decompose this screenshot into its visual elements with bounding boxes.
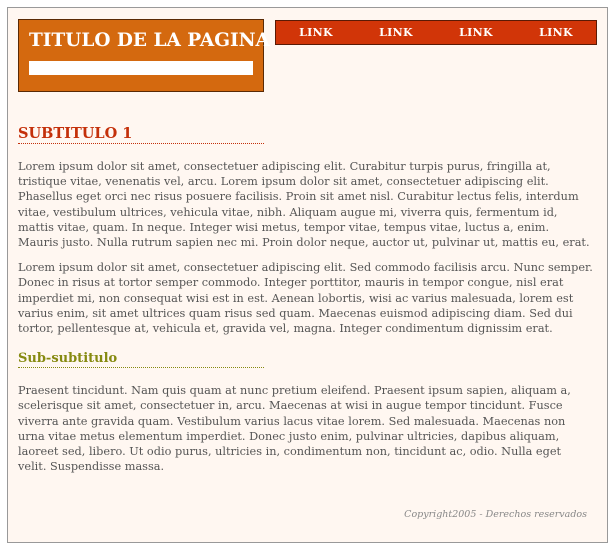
header-title-box <box>18 19 270 92</box>
nav-link-3[interactable]: LINK <box>459 26 493 39</box>
page-container <box>7 7 608 543</box>
paragraph-2: Lorem ipsum dolor sit amet, consectetuer adipiscing elit. Sed commodo facilisis arcu. Nunc semper. Donec in risus at tortor semper commodo. Integer porttitor, mauris in tempor congue, nisl erat imperdiet mi, non consequat wisi est in est. Aenean lobortis, wisi ac varius malesuada, lorem est varius enim, sit amet ultrices quam risus sed quam. Maecenas euismod adipiscing diam. Sed dui tortor, pellentesque at, vehicula et, gravida vel, magna. Integer condimentum dignissim erat. <box>18 261 593 336</box>
footer-copyright: Copyright2005 - Derechos reservados <box>404 509 587 520</box>
nav-link-2[interactable]: LINK <box>379 26 413 39</box>
site-title: TITULO DE LA PAGINA <box>29 30 270 51</box>
nav-link-4[interactable]: LINK <box>539 26 573 39</box>
nav-bar <box>275 20 597 45</box>
title-white-bar <box>29 61 253 75</box>
nav-link-1[interactable]: LINK <box>299 26 333 39</box>
paragraph-1: Lorem ipsum dolor sit amet, consectetuer adipiscing elit. Curabitur turpis purus, fringilla at, tristique vitae, venenatis vel, arcu. Lorem ipsum dolor sit amet, consectetuer adipiscing elit. Phasellus eget orci nec risus posuere facilisis. Proin sit amet nisl. Curabitur lectus felis, interdum vitae, vestibulum ultrices, vehicula vitae, nibh. Aliquam augue mi, viverra quis, fermentum id, mattis vitae, quam. In neque. Integer wisi metus, tempor vitae, tempus vitae, luctus a, enim. Mauris justo. Nulla rutrum sapien nec mi. Proin dolor neque, auctor ut, pulvinar ut, mattis eu, erat. <box>18 160 590 250</box>
paragraph-3: Praesent tincidunt. Nam quis quam at nunc pretium eleifend. Praesent ipsum sapien, aliquam a, scelerisque sit amet, consectetuer in, arcu. Maecenas at wisi in augue tempor tincidunt. Fusce viverra ante gravida quam. Vestibulum varius lacus vitae lorem. Sed malesuada. Maecenas non urna vitae metus elementum imperdiet. Donec justo enim, pulvinar ultricies, dapibus aliquam, laoreet sed, libero. Ut odio purus, ultricies in, condimentum non, tincidunt ac, odio. Nulla eget velit. Suspendisse massa. <box>18 384 571 474</box>
subsubtitle-heading: Sub-subtitulo <box>18 351 264 368</box>
main-content <box>18 125 593 474</box>
subtitle-heading: SUBTITULO 1 <box>18 125 264 144</box>
